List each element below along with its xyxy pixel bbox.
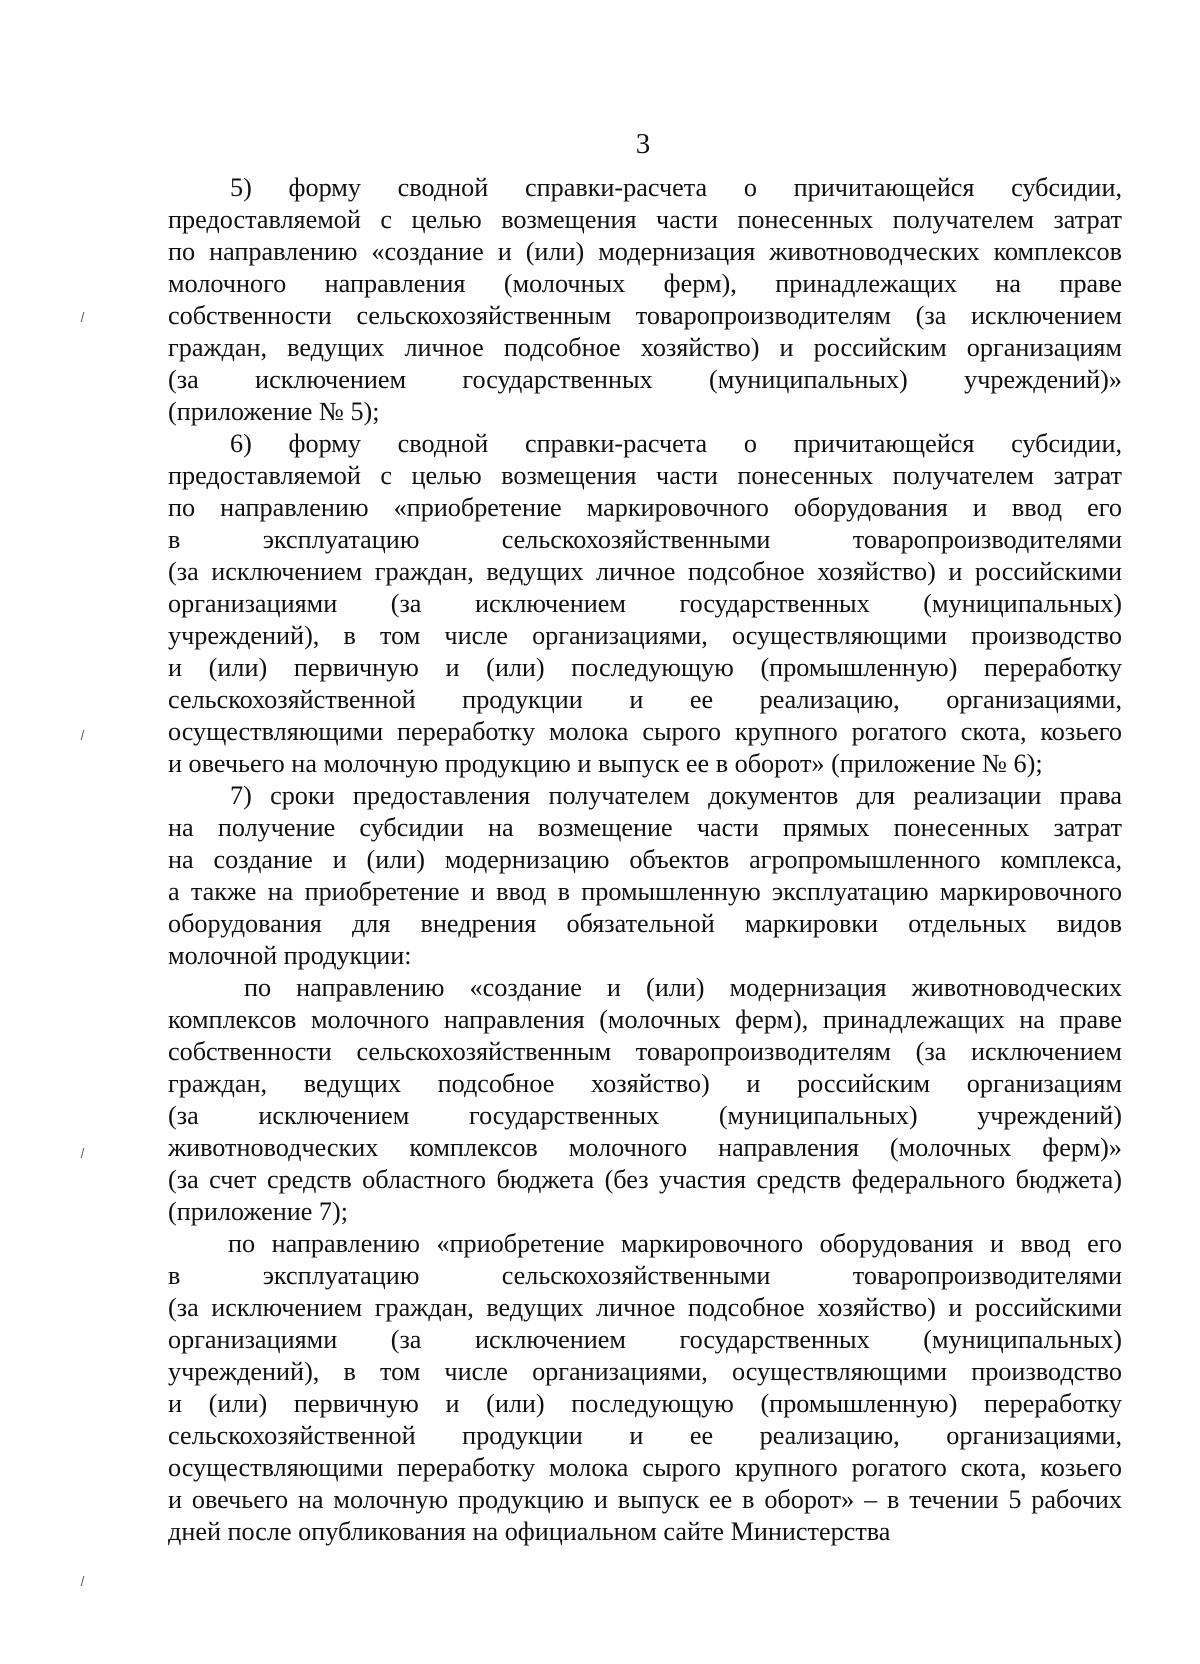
text-line: граждан, ведущих личное подсобное хозяйство) и российским организациям (168, 333, 1122, 362)
text-line: предоставляемой с целью возмещения части понесенных получателем затрат (168, 205, 1122, 234)
text-line: и (или) первичную и (или) последующую (промышленную) переработку (168, 653, 1122, 682)
text-line: в эксплуатацию сельскохозяйственными товаропроизводителями (168, 1261, 1122, 1290)
text-line: по направлению «создание и (или) модернизация животноводческих комплексов (168, 237, 1122, 266)
text-line: осуществляющими переработку молока сырого крупного рогатого скота, козьего (168, 1453, 1122, 1482)
text-line: собственности сельскохозяйственным товаропроизводителям (за исключением (168, 301, 1122, 330)
text-line: по направлению «создание и (или) модернизация животноводческих (244, 973, 1122, 1002)
text-line: собственности сельскохозяйственным товаропроизводителям (за исключением (168, 1037, 1122, 1066)
margin-mark (81, 1576, 88, 1586)
text-line: животноводческих комплексов молочного направления (молочных ферм)» (168, 1133, 1122, 1162)
text-line: в эксплуатацию сельскохозяйственными товаропроизводителями (168, 525, 1122, 554)
paragraph (168, 428, 1122, 780)
text-line: сельскохозяйственной продукции и ее реализацию, организациями, (168, 685, 1122, 714)
text-line: (за счет средств областного бюджета (без участия средств федерального бюджета) (168, 1165, 1122, 1194)
text-line: на создание и (или) модернизацию объектов агропромышленного комплекса, (168, 845, 1122, 874)
text-line: дней после опубликования на официальном сайте Министерства (168, 1517, 891, 1546)
margin-mark (81, 312, 88, 322)
page-number: 3 (635, 128, 651, 160)
text-line: (за исключением государственных (муниципальных) учреждений) (168, 1101, 1122, 1130)
text-line: граждан, ведущих подсобное хозяйство) и российским организациям (168, 1069, 1122, 1098)
text-line: и овечьего на молочную продукцию и выпуск ее в оборот» – в течении 5 рабочих (168, 1485, 1122, 1514)
text-line: на получение субсидии на возмещение части прямых понесенных затрат (168, 813, 1122, 842)
text-line: осуществляющими переработку молока сырого крупного рогатого скота, козьего (168, 717, 1122, 746)
text-line: учреждений), в том числе организациями, осуществляющими производство (168, 621, 1122, 650)
text-line: (за исключением граждан, ведущих личное подсобное хозяйство) и российскими (168, 1293, 1122, 1322)
text-line: (приложение 7); (168, 1197, 349, 1226)
text-line: (приложение № 5); (168, 397, 380, 426)
text-line: оборудования для внедрения обязательной маркировки отдельных видов (168, 909, 1122, 938)
text-line: и овечьего на молочную продукцию и выпуск ее в оборот» (приложение № 6); (168, 749, 1043, 778)
text-line: (за исключением граждан, ведущих личное подсобное хозяйство) и российскими (168, 557, 1122, 586)
text-line: а также на приобретение и ввод в промышленную эксплуатацию маркировочного (168, 877, 1122, 906)
text-line: по направлению «приобретение маркировочного оборудования и ввод его (168, 493, 1122, 522)
text-line: предоставляемой с целью возмещения части понесенных получателем затрат (168, 461, 1122, 490)
paragraph (168, 780, 1122, 972)
text-line: по направлению «приобретение маркировочного оборудования и ввод его (228, 1229, 1122, 1258)
text-line: организациями (за исключением государственных (муниципальных) (168, 589, 1122, 618)
document-body (168, 172, 1122, 1548)
text-line: молочного направления (молочных ферм), принадлежащих на праве (168, 269, 1122, 298)
margin-mark (81, 730, 88, 740)
text-line: 7) сроки предоставления получателем документов для реализации права (230, 781, 1122, 810)
text-line: учреждений), в том числе организациями, осуществляющими производство (168, 1357, 1122, 1386)
text-line: организациями (за исключением государственных (муниципальных) (168, 1325, 1122, 1354)
text-line: 6) форму сводной справки-расчета о причитающейся субсидии, (230, 429, 1122, 458)
text-line: 5) форму сводной справки-расчета о причитающейся субсидии, (230, 173, 1122, 202)
paragraph (168, 972, 1122, 1228)
text-line: и (или) первичную и (или) последующую (промышленную) переработку (168, 1389, 1122, 1418)
text-line: сельскохозяйственной продукции и ее реализацию, организациями, (168, 1421, 1122, 1450)
margin-mark (81, 1148, 88, 1158)
paragraph (168, 1228, 1122, 1548)
text-line: молочной продукции: (168, 941, 412, 970)
text-line: (за исключением государственных (муниципальных) учреждений)» (168, 365, 1122, 394)
text-line: комплексов молочного направления (молочных ферм), принадлежащих на праве (168, 1005, 1122, 1034)
paragraph (168, 172, 1122, 428)
